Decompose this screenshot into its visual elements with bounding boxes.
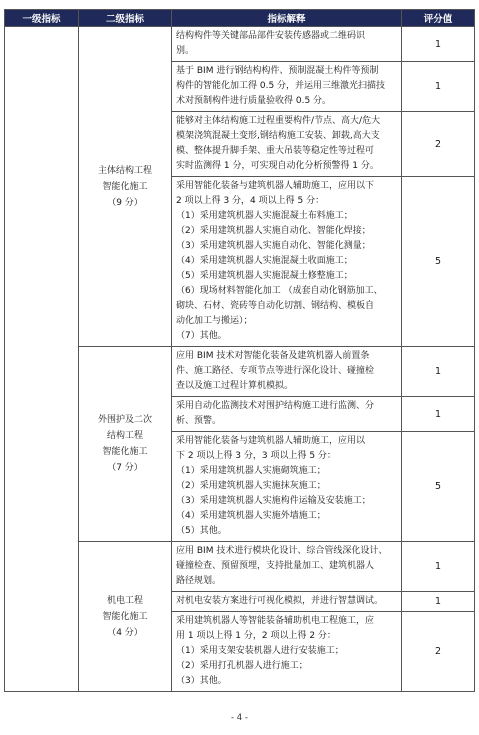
level2-label-line: 智能化施工 (102, 447, 148, 457)
explanation-line: 结构构件等关键部品部件安装传感器或二维码识 (176, 31, 366, 41)
explanation-line: （2）采用建筑机器人实施自动化、智能化焊接； (176, 226, 371, 236)
explanation-line: （1）采用支架安装机器人进行安装施工； (176, 646, 344, 656)
header-score: 评分值 (402, 10, 475, 27)
explanation-line: （4）采用建筑机器人实施外墙施工； (176, 511, 326, 521)
explanation-line: 模架浇筑混凝土变形,钢结构施工安装、卸载,高大支 (176, 131, 380, 141)
score-cell: 2 (402, 612, 475, 692)
level2-label-line: （4 分） (107, 627, 143, 638)
level2-label-line: 结构工程 (106, 431, 143, 441)
explanation-line: 能够对主体结构施工过程重要构件/节点、高大/危大 (176, 116, 381, 126)
score-cell: 5 (402, 177, 475, 347)
explanation-line: （5）其他。 (176, 526, 227, 536)
explanation-line: （5）采用建筑机器人实施混凝土修整施工； (176, 271, 353, 281)
level2-label-line: （9 分） (107, 197, 143, 208)
explanation-line: 件、施工路径、专项节点等进行深化设计、碰撞检 (176, 366, 375, 376)
page-number: - 4 - (231, 713, 248, 723)
header-level2: 二级指标 (79, 10, 172, 27)
level1-cell (5, 27, 79, 692)
score-cell: 1 (402, 347, 475, 397)
explanation-line: 应用 BIM 技术对智能化装备及建筑机器人前置条 (176, 351, 370, 361)
explanation-line: （2）采用打孔机器人进行施工； (176, 661, 308, 671)
explanation-line: （3）其他。 (176, 676, 227, 686)
explanation-line: 析、预警。 (176, 416, 222, 426)
explanation-line: （6）现场材料智能化加工 （成套自动化钢筋加工、 (176, 286, 383, 296)
score-cell: 1 (402, 397, 475, 432)
level2-label-line: 机电工程 (106, 595, 143, 606)
explanation-line: 路径规划。 (176, 576, 222, 586)
table-body (5, 27, 475, 692)
explanation-line: 采用建筑机器人等智能装备辅助机电工程施工，应 (176, 616, 375, 626)
header-level1: 一级指标 (5, 10, 79, 27)
explanation-line: 碰撞检查、预留预埋，支持批量加工、建筑机器人 (176, 561, 375, 571)
explanation-line: （2）采用建筑机器人实施抹灰施工； (176, 481, 326, 491)
explanation-cell (172, 112, 402, 177)
level2-label-line: （7 分） (107, 463, 143, 473)
explanation-line: 别。 (176, 46, 195, 56)
explanation-cell (172, 592, 402, 612)
explanation-cell (172, 432, 402, 542)
explanation-line: 采用自动化监测技术对围护结构施工进行监测、分 (176, 401, 375, 411)
explanation-line: （1）采用建筑机器人实施混凝土布料施工； (176, 211, 353, 221)
explanation-line: 2 项以上得 3 分，4 项以上得 5 分： (176, 196, 325, 206)
explanation-cell (172, 177, 402, 347)
explanation-line: 应用 BIM 技术进行模块化设计、综合管线深化设计、 (176, 546, 388, 556)
level2-label-line: 智能化施工 (102, 611, 148, 622)
header-explanation: 指标解释 (172, 10, 402, 27)
score-cell: 5 (402, 432, 475, 542)
explanation-line: 用 1 项以上得 1 分，2 项以上得 2 分： (176, 631, 336, 641)
explanation-line: 术对预制构件进行质量验收得 0.5 分。 (176, 96, 332, 106)
explanation-line: 下 2 项以上得 3 分，3 项以上得 5 分： (176, 451, 336, 461)
table-row (5, 27, 475, 62)
evaluation-table (4, 9, 475, 692)
explanation-line: 模、整体提升脚手架、重大吊装等稳定性等过程可 (176, 146, 375, 156)
explanation-line: 对机电安装方案进行可视化模拟，并进行智慧调试。 (176, 596, 384, 606)
score-cell: 2 (402, 112, 475, 177)
explanation-line: （3）采用建筑机器人实施自动化、智能化测量； (176, 241, 371, 251)
level2-cell (79, 542, 172, 692)
score-cell: 1 (402, 27, 475, 62)
level2-label-line: 主体结构工程 (97, 165, 152, 176)
explanation-cell (172, 612, 402, 692)
score-cell: 1 (402, 62, 475, 112)
explanation-line: 基于 BIM 进行钢结构构件、预制混凝土构件等预制 (176, 66, 379, 76)
explanation-cell (172, 347, 402, 397)
explanation-line: （4）采用建筑机器人实施混凝土收面施工； (176, 256, 353, 266)
score-cell: 1 (402, 542, 475, 592)
explanation-line: （1）采用建筑机器人实施砌筑施工； (176, 466, 326, 476)
explanation-line: 动化加工与搬运）； (176, 316, 253, 326)
explanation-cell (172, 62, 402, 112)
explanation-line: 实时监测得 1 分，可实现自动化分析预警得 1 分。 (176, 161, 379, 171)
level2-label-line: 智能化施工 (102, 181, 148, 192)
explanation-cell (172, 27, 402, 62)
explanation-line: （7）其他。 (176, 331, 227, 341)
score-cell: 1 (402, 592, 475, 612)
explanation-line: 查以及施工过程计算机模拟。 (176, 381, 294, 391)
level2-label-line: 外围护及二次 (97, 415, 152, 425)
level2-cell (79, 27, 172, 347)
explanation-cell (172, 397, 402, 432)
header-row (5, 10, 475, 27)
explanation-line: 采用智能化装备与建筑机器人辅助施工，应用以下 (176, 181, 375, 191)
level2-cell (79, 347, 172, 542)
explanation-cell (172, 542, 402, 592)
explanation-line: 砌块、石材、瓷砖等自动化切割、钢结构、模板自 (176, 301, 375, 311)
explanation-line: 构件的智能化加工得 0.5 分，并运用三维激光扫描技 (176, 81, 386, 91)
explanation-line: （3）采用建筑机器人实施构件运输及安装施工； (176, 496, 371, 506)
explanation-line: 采用智能化装备与建筑机器人辅助施工，应用以 (176, 436, 366, 446)
